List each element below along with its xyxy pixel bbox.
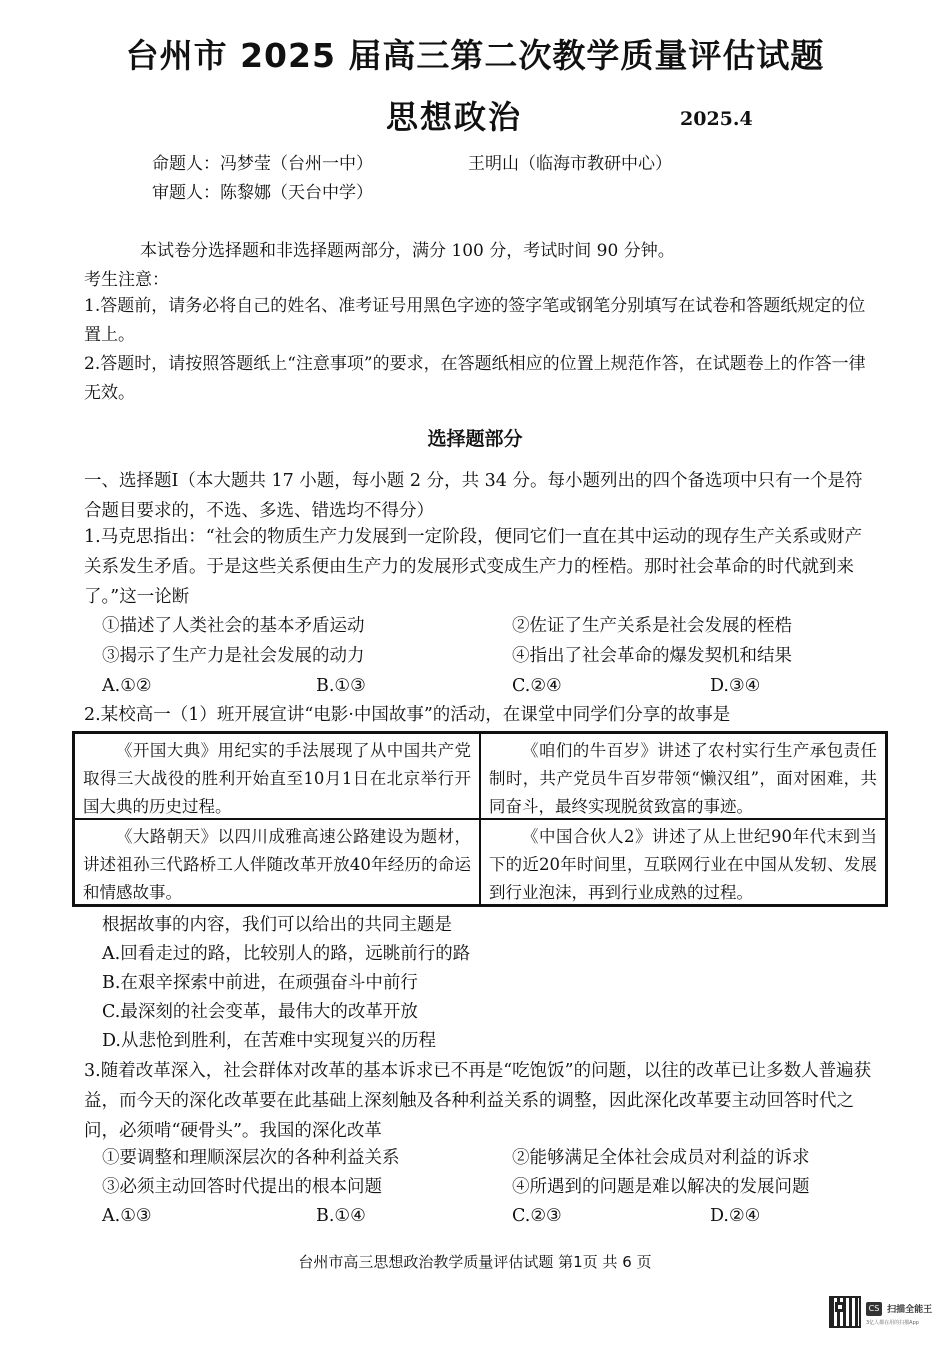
exam-date: 2025.4 [680,108,753,130]
question-1-option-b: B.①③ [316,676,366,696]
question-1-item: ③揭示了生产力是社会发展的动力 [102,646,365,666]
note-item: 1.答题前，请务必将自己的姓名、准考证号用黑色字迹的签字笔或钢笔分别填写在试卷和答题纸规定的位置上。 [84,296,866,345]
question-3-item: ④所遇到的问题是难以解决的发展问题 [512,1177,810,1197]
note-item: 2.答题时，请按照答题纸上“注意事项”的要求，在答题纸相应的位置上规范作答，在试题卷上的作答一律无效。 [84,354,866,403]
question-2-stem: 2.某校高一（1）班开展宣讲“电影·中国故事”的活动，在课堂中同学们分享的故事是 [84,705,731,725]
scanner-name: 扫描全能王 [887,1305,933,1315]
section-instruction: 一、选择题Ⅰ（本大题共 17 小题，每小题 2 分，共 34 分。每小题列出的四个备选项中只有一个是符合题目要求的，不选、多选、错选均不得分） [84,471,863,521]
question-2-option-c: C.最深刻的社会变革，最伟大的改革开放 [102,1002,418,1022]
qr-code-icon [829,1296,861,1328]
question-1-option-d: D.③④ [710,676,761,696]
question-3-option-a: A.①③ [102,1206,152,1226]
scanner-logo-icon: CS [866,1302,882,1316]
section-heading: 选择题部分 [427,428,523,450]
question-1-item: ①描述了人类社会的基本矛盾运动 [102,616,365,636]
story-cell: 《大路朝天》以四川成雅高速公路建设为题材，讲述祖孙三代路桥工人伴随改革开放40年经历的命运和情感故事。 [74,819,480,905]
question-1-item: ④指出了社会革命的爆发契机和结果 [512,646,792,666]
question-1-option-c: C.②④ [512,676,562,696]
story-table [72,731,888,907]
question-2-option-a: A.回看走过的路，比较别人的路，远眺前行的路 [102,944,471,964]
question-2-option-d: D.从悲怆到胜利，在苦难中实现复兴的历程 [102,1031,436,1051]
question-3-item: ②能够满足全体社会成员对利益的诉求 [512,1148,810,1168]
question-1-item: ②佐证了生产关系是社会发展的桎梏 [512,616,792,636]
story-cell: 《中国合伙人2》讲述了从上世纪90年代末到当下的近20年时间里，互联网行业在中国从发轫、发展到行业泡沫，再到行业成熟的过程。 [480,819,886,905]
author-second: 王明山（临海市教研中心） [468,154,672,174]
question-1-option-a: A.①② [102,676,152,696]
question-3-item: ③必须主动回答时代提出的根本问题 [102,1177,382,1197]
page-footer: 台州市高三思想政治教学质量评估试题 第1页 共 6 页 [298,1253,652,1271]
question-3-item: ①要调整和理顺深层次的各种利益关系 [102,1148,400,1168]
reviewer-line: 审题人：陈黎娜（天台中学） [152,183,373,203]
question-3-option-c: C.②③ [512,1206,562,1226]
question-3-stem: 3.随着改革深入，社会群体对改革的基本诉求已不再是“吃饱饭”的问题，以往的改革已让多数人普遍获益，而今天的深化改革要在此基础上深刻触及各种利益关系的调整，因此深化改革要主动回答时代之问，必须啃“硬骨头”。我国的深化改革 [84,1061,872,1141]
exam-title: 台州市 2025 届高三第二次教学质量评估试题 [125,36,825,75]
story-cell: 《咱们的牛百岁》讲述了农村实行生产承包责任制时，共产党员牛百岁带领“懒汉组”，面对困难，共同奋斗，最终实现脱贫致富的事迹。 [480,733,886,819]
author-line: 命题人：冯梦莹（台州一中） [152,154,373,174]
scanner-tagline: 3亿人都在用的扫描App [866,1320,919,1326]
question-2-option-b: B.在艰辛探索中前进，在顽强奋斗中前行 [102,973,418,993]
subject-title: 思想政治 [386,98,523,136]
question-2-follow: 根据故事的内容，我们可以给出的共同主题是 [102,915,452,935]
story-cell: 《开国大典》用纪实的手法展现了从中国共产党取得三大战役的胜利开始直至10月1日在北京举行开国大典的历史过程。 [74,733,480,819]
notes-heading: 考生注意： [84,270,169,290]
question-3-option-d: D.②④ [710,1206,761,1226]
question-1-stem: 1.马克思指出：“社会的物质生产力发展到一定阶段，便同它们一直在其中运动的现存生产关系或财产关系发生矛盾。于是这些关系便由生产力的发展形式变成生产力的桎梏。那时社会革命的时代就到来了。”这一论断 [84,527,863,607]
question-3-option-b: B.①④ [316,1206,366,1226]
exam-intro: 本试卷分选择题和非选择题两部分，满分 100 分，考试时间 90 分钟。 [140,241,675,261]
scanner-watermark [866,1298,936,1328]
